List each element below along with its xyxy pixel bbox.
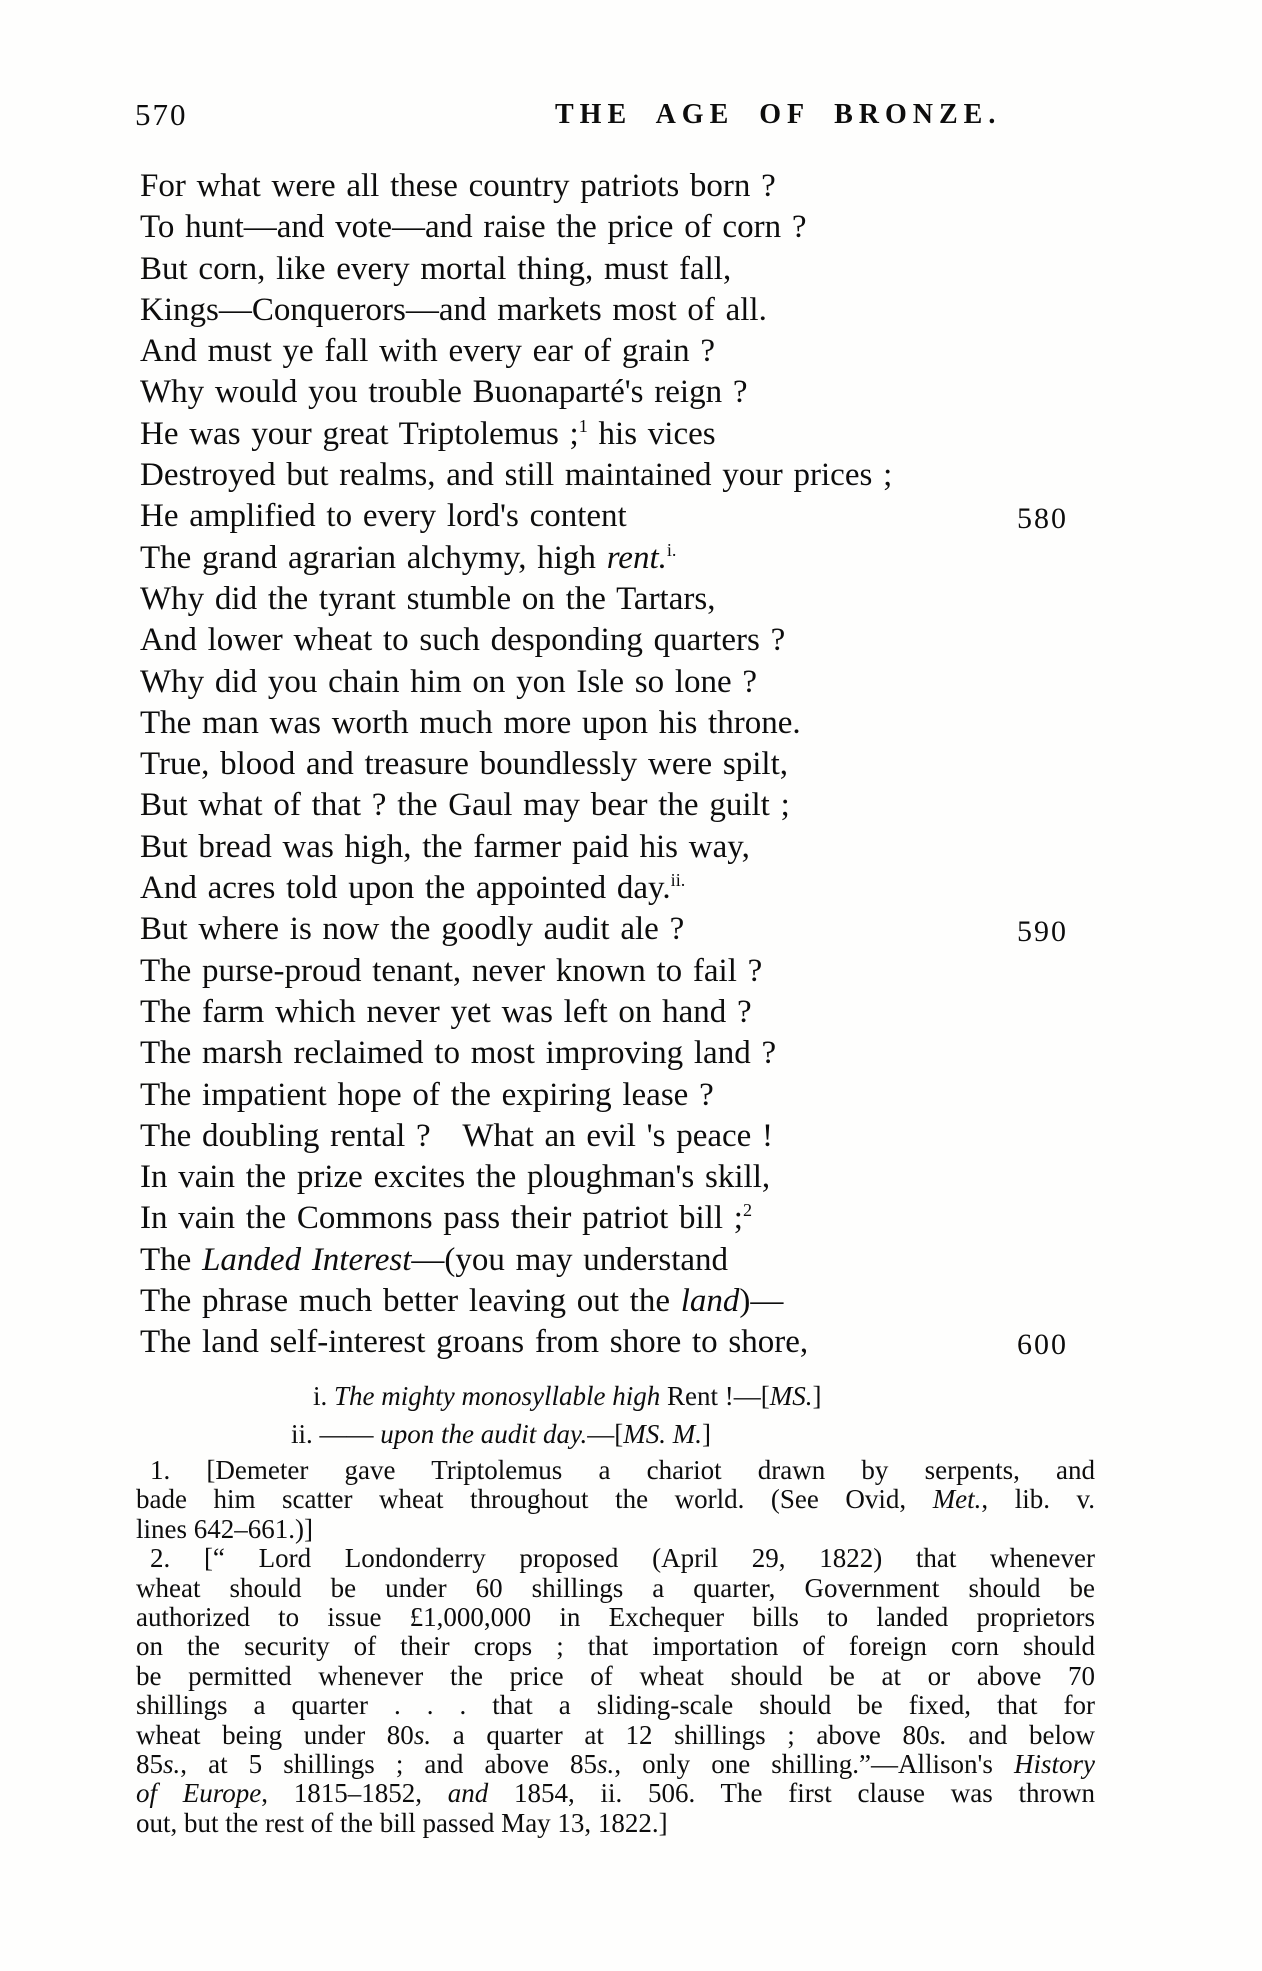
poem-line (140, 1157, 1202, 1198)
ms-notes (0, 1377, 1262, 1453)
poem-line-text: True, blood and treasure boundlessly were spilt, (140, 746, 789, 783)
poem-line (140, 1198, 1202, 1239)
ms-variant-note: i. The mighty monosyllable high Rent !—[MS.] (313, 1381, 822, 1411)
footnote-line: wheat should be under 60 shillings a quarter, Government should be (136, 1572, 1095, 1603)
footnote-line: 1. [Demeter gave Triptolemus a chariot drawn by serpents, and (150, 1455, 1095, 1485)
ms-note-label: ii. (291, 1419, 320, 1449)
poem-line (140, 1033, 1202, 1074)
poem-line-text: Why would you trouble Buonaparté's reign ? (140, 374, 748, 411)
poem-line-text: He amplified to every lord's content (140, 498, 627, 535)
footnote-line: out, but the rest of the bill passed May 13, 1822.] (136, 1807, 668, 1838)
poem-line (140, 785, 1202, 826)
footnote-line: on the security of their crops ; that importation of foreign corn should (136, 1631, 1095, 1662)
poem-line-text: The land self-interest groans from shore to shore, (140, 1324, 809, 1361)
poem-line-text: In vain the Commons pass their patriot bill ;$^2$ (140, 1200, 753, 1237)
footnote-line: lines 642–661.)] (136, 1513, 313, 1544)
poem-line (140, 909, 1202, 950)
ms-note-label: i. (313, 1381, 335, 1411)
verse-line-number: 590 (1017, 915, 1068, 949)
poem-line (140, 1322, 1202, 1363)
page-number: 570 (135, 97, 188, 132)
poem-line-text: The Landed Interest—(you may understand (140, 1241, 729, 1278)
footnotes (136, 1456, 1095, 1838)
poem-line-text: The impatient hope of the expiring lease ? (140, 1076, 714, 1113)
poem-line (140, 1240, 1202, 1281)
poem-line (140, 951, 1202, 992)
footnote-line: authorized to issue £1,000,000 in Exchequer bills to landed proprietors (136, 1602, 1095, 1633)
poem-line (140, 579, 1202, 620)
poem-line (140, 372, 1202, 413)
poem-line-text: He was your great Triptolemus ;$^1$ his vices (140, 415, 716, 452)
poem-line (140, 662, 1202, 703)
poem-line-text: Why did the tyrant stumble on the Tartars, (140, 580, 716, 617)
poem-line-text: The purse-proud tenant, never known to fail ? (140, 952, 763, 989)
poem-line-text: The marsh reclaimed to most improving land ? (140, 1035, 777, 1072)
poem-line (140, 827, 1202, 868)
poem-line-text: But what of that ? the Gaul may bear the guilt ; (140, 787, 790, 824)
footnote-line: 2. [“ Lord Londonderry proposed (April 29, 1822) that whenever (150, 1543, 1095, 1574)
poem-line (140, 1075, 1202, 1116)
poem-line-text: But bread was high, the farmer paid his way, (140, 828, 750, 865)
poem-line-text: For what were all these country patriots born ? (140, 168, 776, 204)
poem-line (140, 331, 1202, 372)
poem-line (140, 620, 1202, 661)
poem-line-text: But where is now the goodly audit ale ? (140, 911, 685, 948)
poem-line-text: And acres told upon the appointed day.$^{ii.}$ (140, 870, 686, 907)
poem-line (140, 992, 1202, 1033)
poem-line-text: And lower wheat to such desponding quarters ? (140, 622, 786, 659)
running-head (135, 97, 1152, 137)
poem-line-text: In vain the prize excites the ploughman's skill, (140, 1159, 771, 1196)
poem-line (140, 166, 1202, 207)
footnote-line: shillings a quarter . . . that a sliding-scale should be fixed, that for (136, 1690, 1095, 1721)
poem-line-text: The grand agrarian alchymy, high rent.$^{i.}$ (140, 539, 677, 576)
ms-variant-note: ii. —— upon the audit day.—[MS. M.] (291, 1419, 711, 1449)
poem-line-text: To hunt—and vote—and raise the price of corn ? (140, 209, 807, 246)
poem-line-text: But corn, like every mortal thing, must fall, (140, 250, 732, 287)
poem-line (140, 290, 1202, 331)
poem-line-text: The phrase much better leaving out the land)— (140, 1283, 784, 1320)
poem-line (140, 1281, 1202, 1322)
poem-line (140, 249, 1202, 290)
footnote-line: be permitted whenever the price of wheat should be at or above 70 (136, 1660, 1095, 1691)
poem-line (140, 1116, 1202, 1157)
footnote-line: of Europe, 1815–1852, and 1854, ii. 506. The first clause was thrown (136, 1778, 1095, 1809)
poem (140, 166, 1202, 1364)
footnote-line: wheat being under 80s. a quarter at 12 shillings ; above 80s. and below (136, 1719, 1095, 1750)
verse-line-number: 580 (1017, 502, 1068, 536)
poem-line (140, 414, 1202, 455)
poem-line-text: The man was worth much more upon his throne. (140, 704, 801, 741)
poem-line (140, 207, 1202, 248)
footnote-line: bade him scatter wheat throughout the world. (See Ovid, Met., lib. v. (136, 1484, 1095, 1515)
poem-line-text: The farm which never yet was left on hand ? (140, 993, 752, 1030)
verse-line-number: 600 (1017, 1328, 1068, 1362)
poem-line (140, 744, 1202, 785)
poem-line (140, 496, 1202, 537)
poem-line-text: Why did you chain him on yon Isle so lone ? (140, 663, 758, 700)
poem-line (140, 703, 1202, 744)
poem-line-text: Kings—Conquerors—and markets most of all. (140, 291, 767, 328)
poem-line (140, 455, 1202, 496)
poem-line (140, 538, 1202, 579)
poem-line (140, 868, 1202, 909)
poem-line-text: And must ye fall with every ear of grain ? (140, 333, 716, 370)
running-title: THE AGE OF BRONZE. (555, 99, 1002, 130)
poem-line-text: Destroyed but realms, and still maintained your prices ; (140, 457, 893, 494)
poem-line-text: The doubling rental ? What an evil 's peace ! (140, 1117, 774, 1154)
footnote-line: 85s., at 5 shillings ; and above 85s., only one shilling.”—Allison's History (136, 1749, 1095, 1780)
